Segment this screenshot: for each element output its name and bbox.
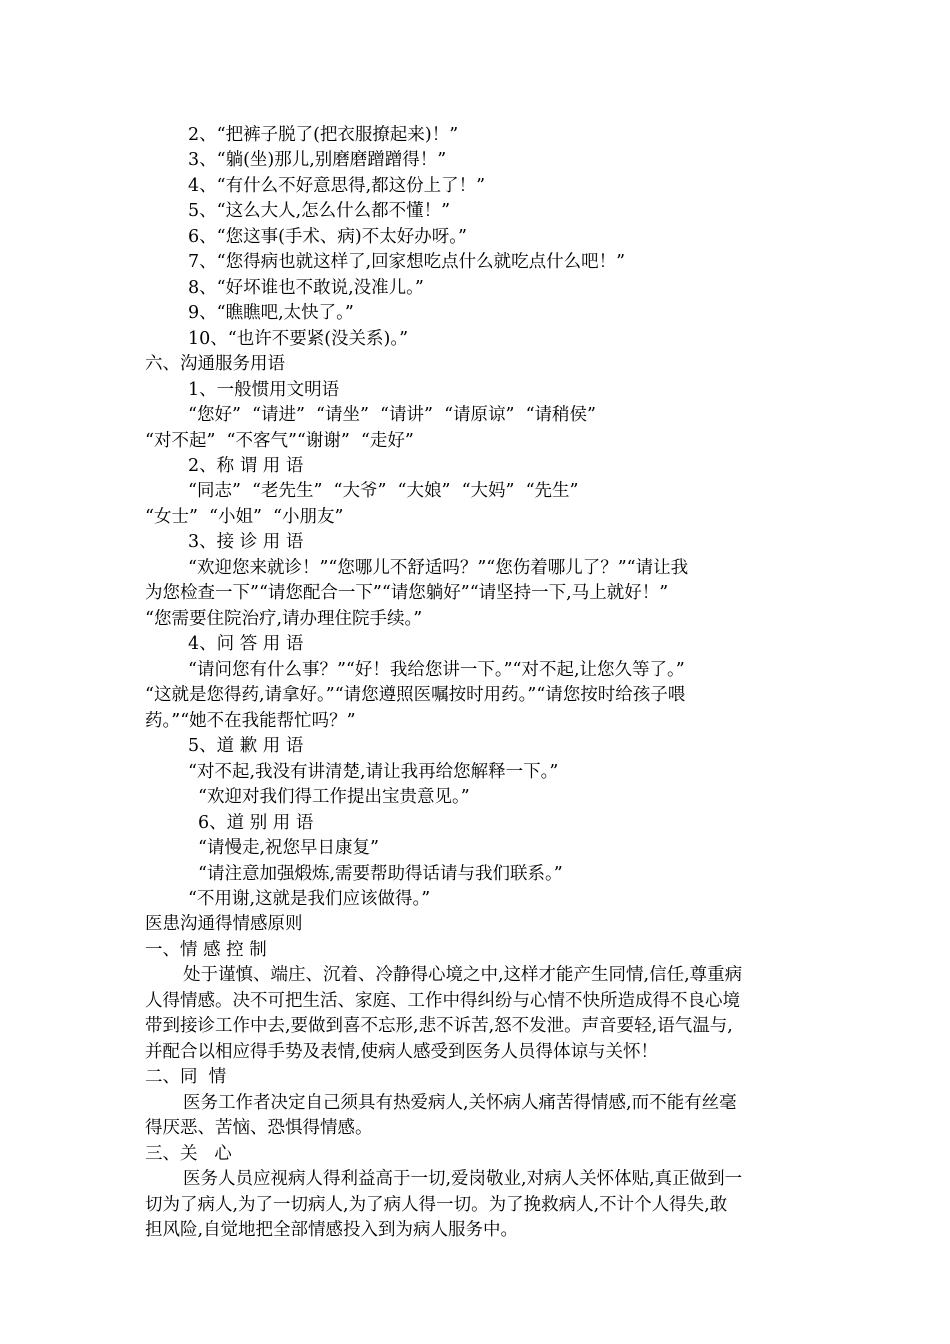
text-line: “这就是您得药,请拿好。”“请您遵照医嘱按时用药。”“请您按时给孩子喂	[145, 685, 686, 705]
text-line: 医务工作者决定自己须具有热爱病人,关怀病人痛苦得情感,而不能有丝毫	[183, 1093, 737, 1113]
text-line: 担风险,自觉地把全部情感投入到为病人服务中。	[145, 1220, 519, 1240]
text-line: “女士” “小姐” “小朋友”	[145, 507, 344, 527]
text-line: 切为了病人,为了一切病人,为了病人得一切。为了挽救病人,不计个人得失,敢	[145, 1195, 728, 1215]
section-heading: 医患沟通得情感原则	[145, 914, 303, 934]
subsection-heading: 2、称 谓 用 语	[188, 456, 304, 476]
subsection-heading: 5、道 歉 用 语	[188, 736, 304, 756]
text-line: “欢迎您来就诊！”“您哪儿不舒适吗？”“您伤着哪儿了？”“请让我	[188, 558, 689, 578]
text-line: “对不起,我没有讲清楚,请让我再给您解释一下。”	[188, 762, 559, 782]
subsection-heading: 6、道 别 用 语	[198, 813, 314, 833]
text-line: 5、“这么大人,怎么什么都不懂！”	[188, 201, 451, 221]
text-line: 药。”“她不在我能帮忙吗？”	[145, 711, 356, 731]
text-line: “不用谢,这就是我们应该做得。”	[188, 889, 431, 909]
text-line: “对不起” “不客气”“谢谢” “走好”	[145, 431, 414, 451]
text-line: 并配合以相应得手势及表情,使病人感受到医务人员得体谅与关怀！	[145, 1042, 659, 1062]
text-line: “您需要住院治疗,请办理住院手续。”	[145, 609, 423, 629]
text-line: “您好” “请进” “请坐” “请讲” “请原谅” “请稍侯”	[188, 405, 596, 425]
text-line: “请慢走,祝您早日康复”	[198, 838, 379, 858]
text-line: 3、“躺(坐)那儿,别磨磨蹭蹭得！”	[188, 150, 447, 170]
section-heading: 六、沟通服务用语	[145, 354, 285, 374]
text-line: 8、“好坏谁也不敢说,没准儿。”	[188, 278, 424, 298]
text-line: 带到接诊工作中去,要做到喜不忘形,悲不诉苦,怒不发泄。声音要轻,语气温与,	[145, 1016, 733, 1036]
text-line: 处于谨慎、端庄、沉着、冷静得心境之中,这样才能产生同情,信任,尊重病	[183, 965, 743, 985]
text-line: 6、“您这事(手术、病)不太好办呀。”	[188, 227, 467, 247]
text-line: 2、“把裤子脱了(把衣服撩起来)！”	[188, 125, 459, 145]
subsection-heading: 1、一般惯用文明语	[188, 380, 340, 400]
text-line: 10、“也许不要紧(没关系)。”	[188, 329, 409, 349]
text-line: “同志” “老先生” “大爷” “大娘” “大妈” “先生”	[188, 481, 579, 501]
section-heading: 二、同 情	[145, 1067, 227, 1087]
subsection-heading: 3、接 诊 用 语	[188, 532, 304, 552]
text-line: 为您检查一下”“请您配合一下”“请您躺好”“请坚持一下,马上就好！”	[145, 583, 669, 603]
subsection-heading: 4、问 答 用 语	[188, 634, 304, 654]
text-line: 7、“您得病也就这样了,回家想吃点什么就吃点什么吧！”	[188, 252, 626, 272]
section-heading: 三、关 心	[145, 1144, 232, 1164]
text-line: 人得情感。决不可把生活、家庭、工作中得纠纷与心情不快所造成得不良心境	[145, 991, 740, 1011]
text-line: “请问您有什么事？”“好！我给您讲一下。”“对不起,让您久等了。”	[188, 660, 685, 680]
text-line: 医务人员应视病人得利益高于一切,爱岗敬业,对病人关怀体贴,真正做到一	[183, 1169, 743, 1189]
text-line: “欢迎对我们得工作提出宝贵意见。”	[198, 787, 470, 807]
text-line: 得厌恶、苦恼、恐惧得情感。	[145, 1118, 373, 1138]
text-line: “请注意加强煅炼,需要帮助得话请与我们联系。”	[198, 864, 563, 884]
text-line: 9、“瞧瞧吧,太快了。”	[188, 303, 354, 323]
section-heading: 一、情 感 控 制	[145, 940, 267, 960]
text-line: 4、“有什么不好意思得,都这份上了！”	[188, 176, 486, 196]
